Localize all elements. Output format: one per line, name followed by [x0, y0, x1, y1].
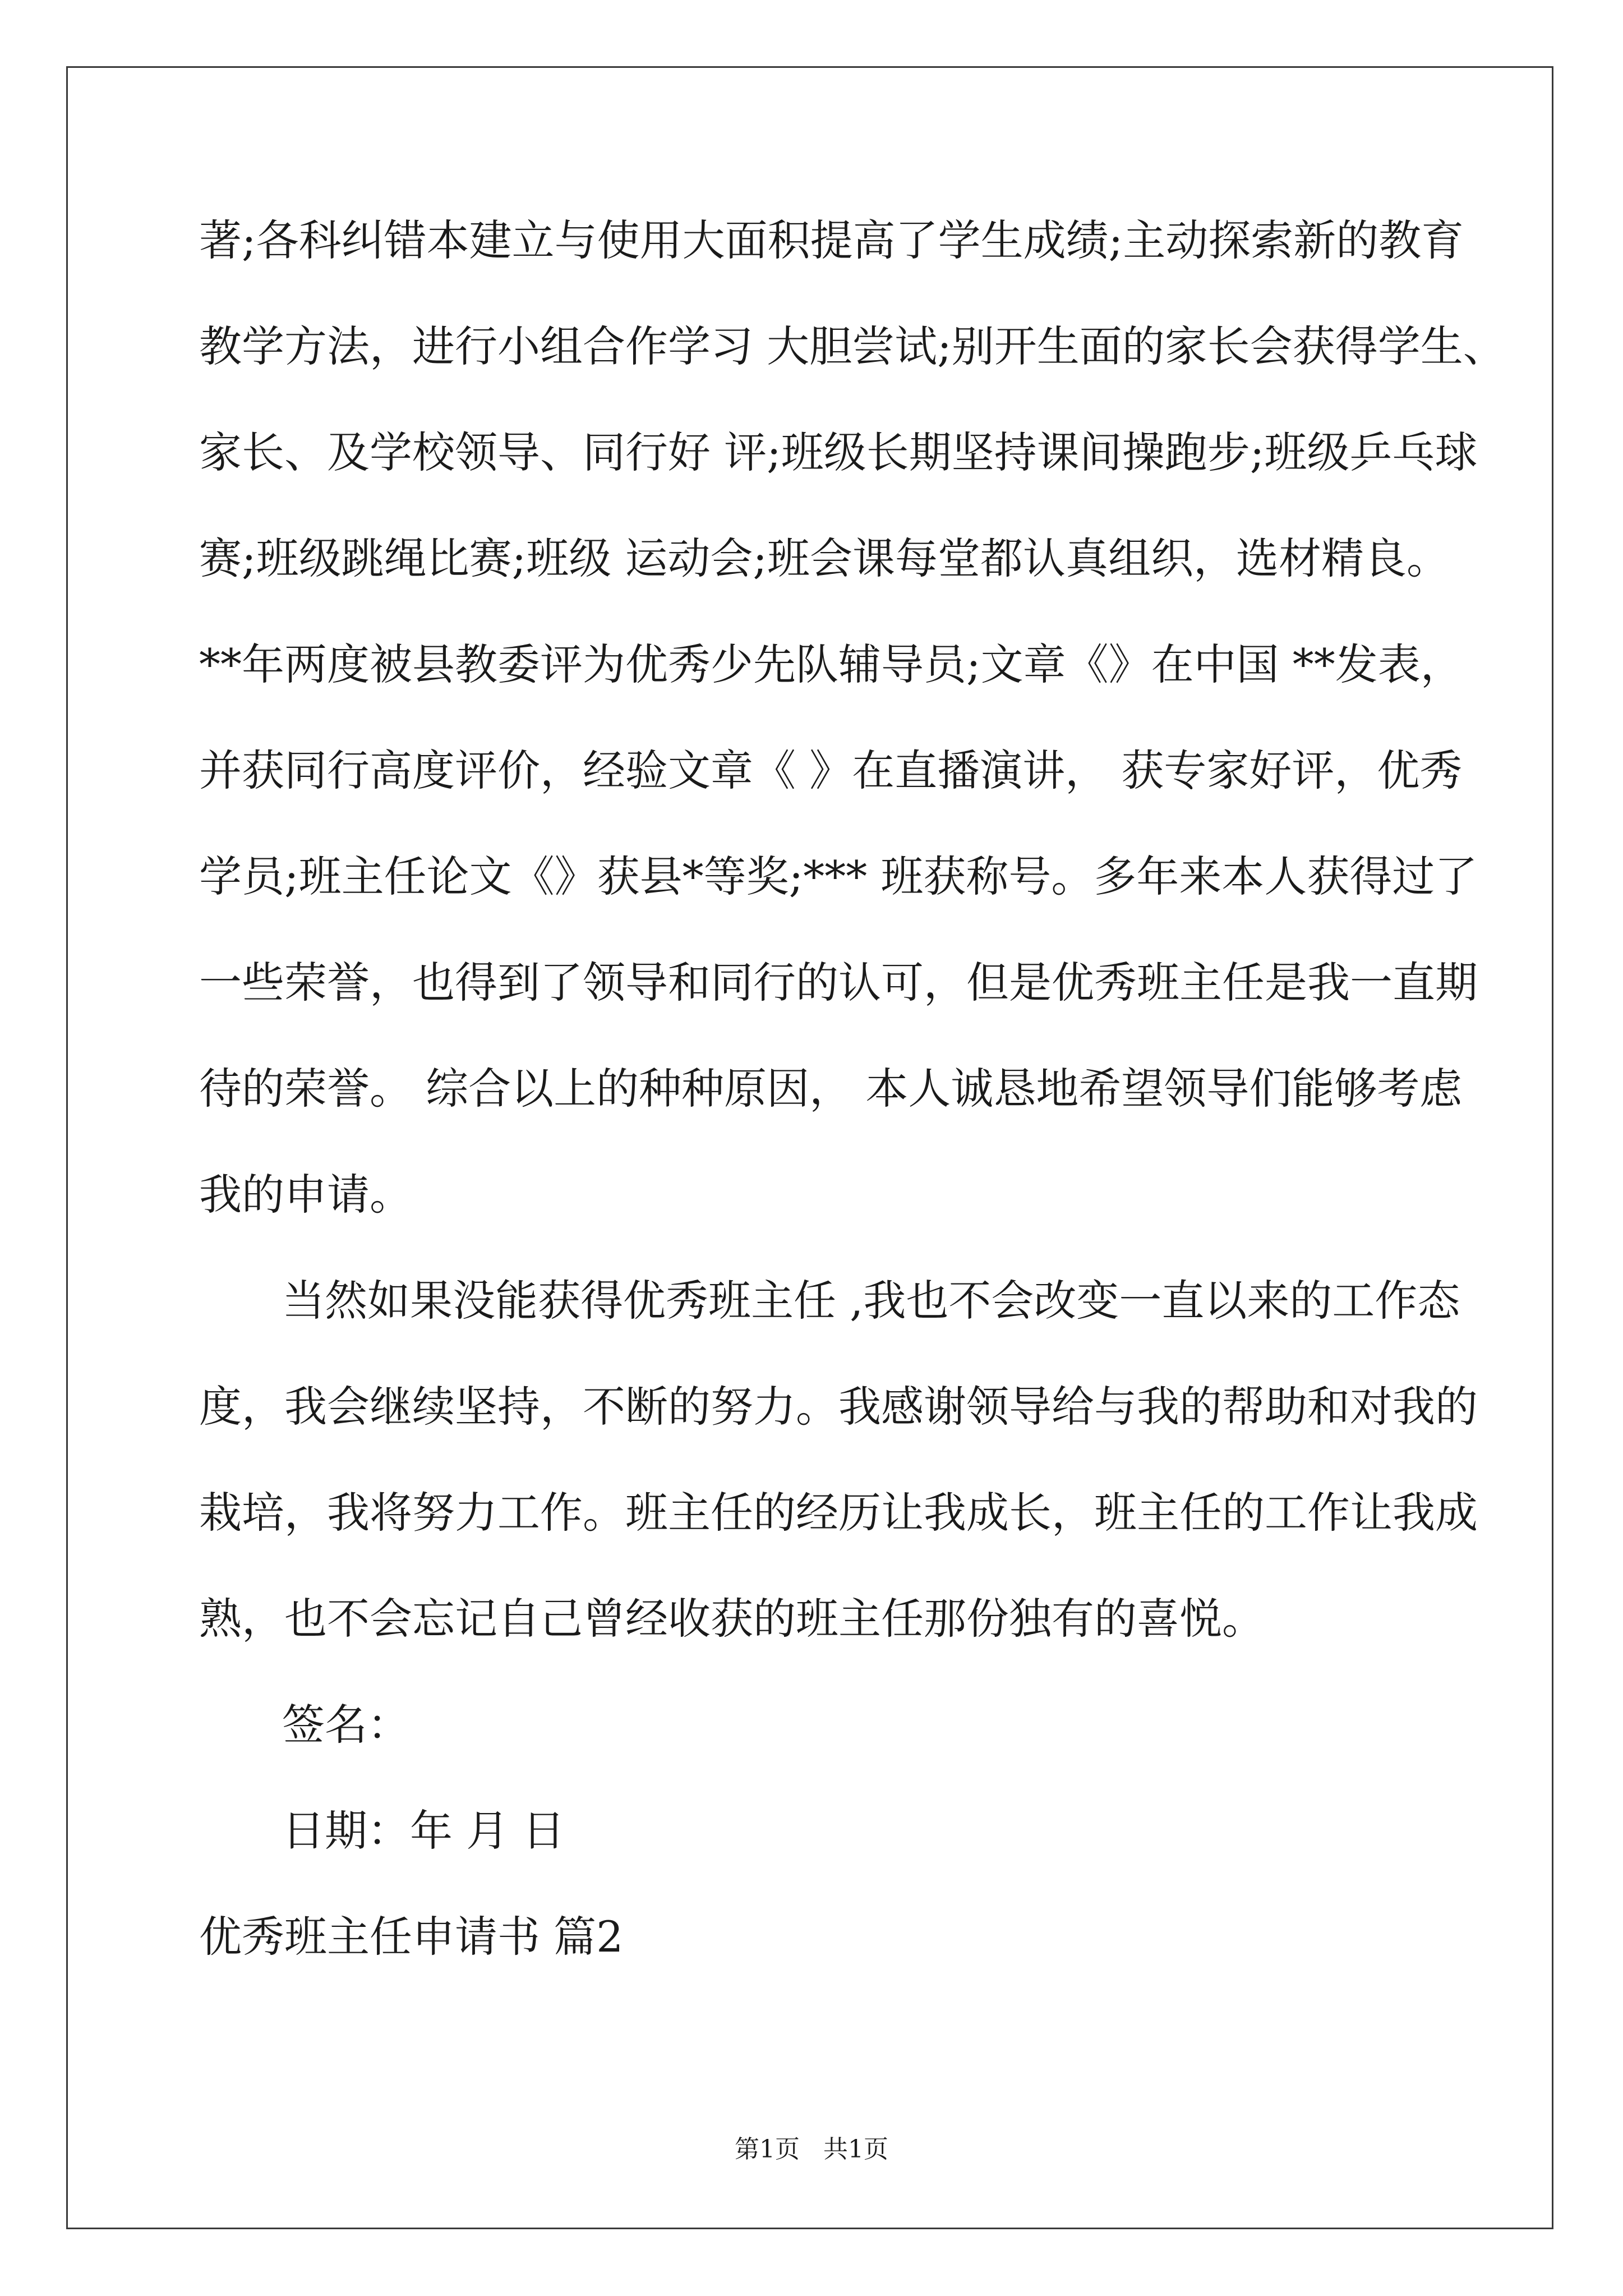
- text-line: **年两度被县教委评为优秀少先队辅导员;文章《》在中国 **发表，: [199, 639, 1463, 689]
- page-border: [66, 66, 1553, 2229]
- text-line: 一些荣誉，也得到了领导和同行的认可，但是优秀班主任是我一直期: [199, 958, 1478, 1007]
- text-line: 当然如果没能获得优秀班主任 ,我也不会改变一直以来的工作态: [282, 1276, 1460, 1326]
- text-line: 著;各科纠错本建立与使用大面积提高了学生成绩;主动探索新的教育: [199, 215, 1464, 265]
- text-line: 栽培，我将努力工作。班主任的经历让我成长，班主任的工作让我成: [199, 1488, 1478, 1538]
- signature-label: 签名：: [282, 1700, 410, 1750]
- date-label: 日期：年 月 日: [282, 1806, 565, 1856]
- text-line: 家长、及学校领导、同行好 评;班级长期坚持课间操跑步;班级乒乓球: [199, 427, 1478, 477]
- text-line: 度，我会继续坚持，不断的努力。我感谢领导给与我的帮助和对我的: [199, 1382, 1478, 1432]
- text-line: 赛;班级跳绳比赛;班级 运动会;班会课每堂都认真组织，选材精良。: [199, 533, 1449, 583]
- section-heading: 优秀班主任申请书 篇2: [199, 1912, 624, 1962]
- text-line: 学员;班主任论文《》获县*等奖;*** 班获称号。多年来本人获得过了: [199, 852, 1478, 901]
- page-footer: 第1页 共1页: [735, 2135, 888, 2164]
- text-line: 教学方法，进行小组合作学习 大胆尝试;别开生面的家长会获得学生、: [199, 321, 1506, 371]
- text-line: 我的申请。: [199, 1170, 412, 1220]
- text-line: 熟，也不会忘记自己曾经收获的班主任那份独有的喜悦。: [199, 1594, 1265, 1644]
- text-line: 待的荣誉。 综合以上的种种原因， 本人诚恳地希望领导们能够考虑: [199, 1064, 1463, 1114]
- text-line: 并获同行高度评价，经验文章《 》在直播演讲， 获专家好评，优秀: [199, 746, 1463, 795]
